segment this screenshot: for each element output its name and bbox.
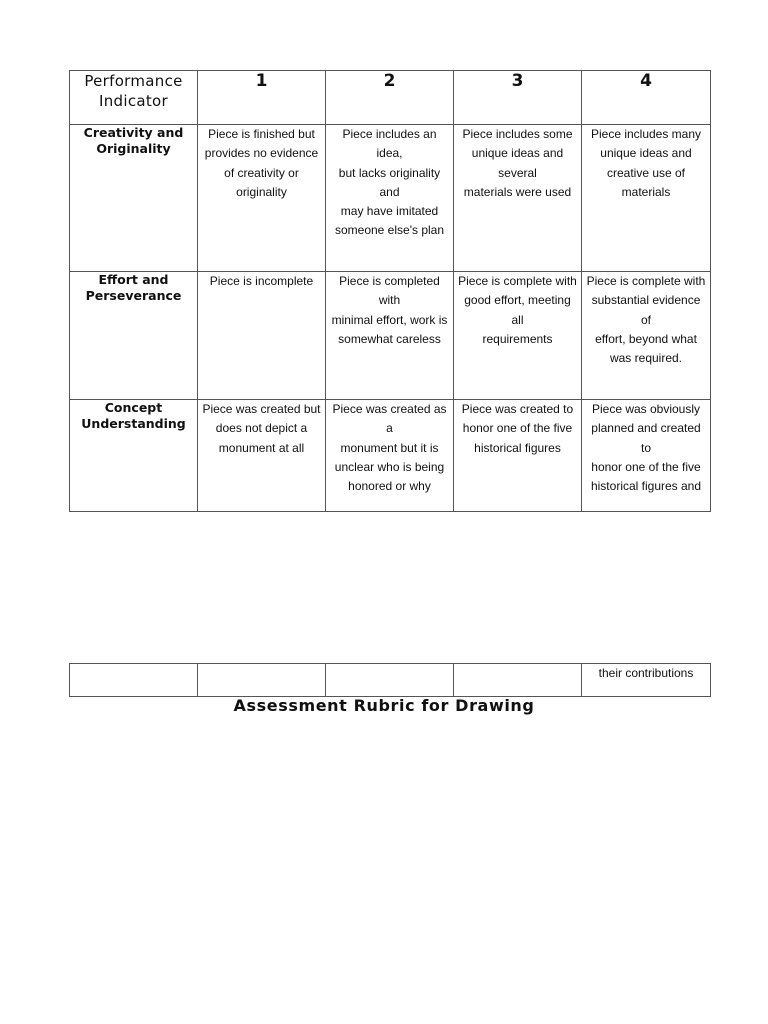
cell-creativity-3 [454, 125, 582, 272]
cell-line: Piece is complete with [586, 274, 706, 288]
score-header-3: 3 [454, 71, 582, 125]
cell-line: requirements [482, 331, 553, 346]
cell-concept-3 [454, 400, 582, 512]
cell-line: originality [236, 184, 287, 199]
continuation-cell-2 [326, 664, 454, 697]
cell-effort-3 [454, 272, 582, 400]
cell-effort-2 [326, 272, 454, 400]
indicator-line1: Concept [104, 400, 163, 415]
continuation-cell-3 [454, 664, 582, 697]
rubric-table [69, 70, 711, 512]
cell-line: unique ideas and [471, 146, 564, 161]
cell-line: Piece was created as [332, 402, 447, 416]
cell-creativity-4 [582, 125, 711, 272]
score-header-4: 4 [582, 71, 711, 125]
cell-line: Piece is complete with [458, 274, 577, 288]
cell-line: was required. [609, 351, 683, 366]
indicator-line2: Understanding [81, 416, 186, 431]
header-indicator-line1: Performance [84, 72, 183, 90]
continuation-cell-1 [198, 664, 326, 697]
cell-line: a [386, 421, 393, 436]
cell-line: planned and created [591, 421, 701, 436]
cell-line: Piece was created to [461, 402, 574, 416]
score-header-1: 1 [198, 71, 326, 125]
header-row [70, 71, 711, 125]
cell-line: several [498, 165, 537, 180]
table-row-effort [70, 272, 711, 400]
rubric-continuation-table [69, 663, 711, 697]
indicator-line2: Perseverance [85, 288, 182, 303]
cell-concept-1 [198, 400, 326, 512]
cell-line: honor one of the five [462, 421, 573, 436]
cell-line: someone else's plan [334, 223, 445, 238]
indicator-concept [70, 400, 198, 512]
page-title: Assessment Rubric for Drawing [233, 696, 535, 715]
indicator-creativity [70, 125, 198, 272]
table-row-continuation [70, 664, 711, 697]
cell-line: honored or why [348, 479, 431, 494]
cell-line: Piece is finished but [208, 127, 315, 141]
cell-line: monument but it is [340, 440, 439, 455]
cell-line: materials [621, 184, 671, 199]
cell-line: honor one of the five [591, 459, 701, 474]
cell-line: effort, beyond what [595, 331, 697, 346]
cell-line: but lacks originality [338, 165, 441, 180]
cell-line: creative use of [606, 165, 686, 180]
cell-line: good effort, meeting [464, 293, 571, 308]
cell-line: and [379, 184, 400, 199]
cell-effort-1 [198, 272, 326, 400]
cell-line: historical figures [474, 440, 561, 455]
cell-line: unclear who is being [334, 459, 445, 474]
table-row-creativity [70, 125, 711, 272]
cell-line: to [640, 440, 651, 455]
cell-line: provides no evidence [204, 146, 319, 161]
header-indicator-line2: Indicator [99, 92, 168, 110]
cell-line: Piece was obviously [591, 402, 701, 416]
cell-line: all [511, 312, 524, 327]
cell-line: does not depict a [215, 421, 308, 436]
cell-line: materials were used [463, 184, 572, 199]
cell-line: substantial evidence [591, 293, 701, 308]
table-row-concept [70, 400, 711, 512]
cell-line: monument at all [218, 440, 305, 455]
continuation-cell-indicator [70, 664, 198, 697]
score-header-2: 2 [326, 71, 454, 125]
indicator-line1: Effort and [98, 272, 169, 287]
cell-concept-4 [582, 400, 711, 512]
cell-line: somewhat careless [338, 331, 441, 346]
cell-line: Piece is completed [339, 274, 440, 288]
indicator-effort [70, 272, 198, 400]
continuation-cell-4: their contributions [582, 664, 711, 697]
cell-line: idea, [376, 146, 403, 161]
cell-line: Piece was created but [202, 402, 321, 416]
cell-line: Piece includes some [462, 127, 573, 141]
cell-creativity-2 [326, 125, 454, 272]
cell-line: historical figures and [590, 479, 702, 494]
cell-concept-2 [326, 400, 454, 512]
cell-effort-4 [582, 272, 711, 400]
cell-line: with [378, 293, 401, 308]
cell-line: of [640, 312, 651, 327]
cell-line: Piece includes many [590, 127, 702, 141]
performance-indicator-header [70, 71, 198, 125]
cell-line: minimal effort, work is [331, 312, 448, 327]
cell-line: of creativity or [224, 165, 299, 180]
cell-creativity-1 [198, 125, 326, 272]
cell-line: unique ideas and [600, 146, 692, 161]
indicator-line2: Originality [96, 141, 171, 156]
cell-line: may have imitated [340, 204, 439, 219]
indicator-line1: Creativity and [83, 125, 184, 140]
cell-line: Piece includes an [342, 127, 437, 141]
cell-line: Piece is incomplete [209, 274, 314, 288]
